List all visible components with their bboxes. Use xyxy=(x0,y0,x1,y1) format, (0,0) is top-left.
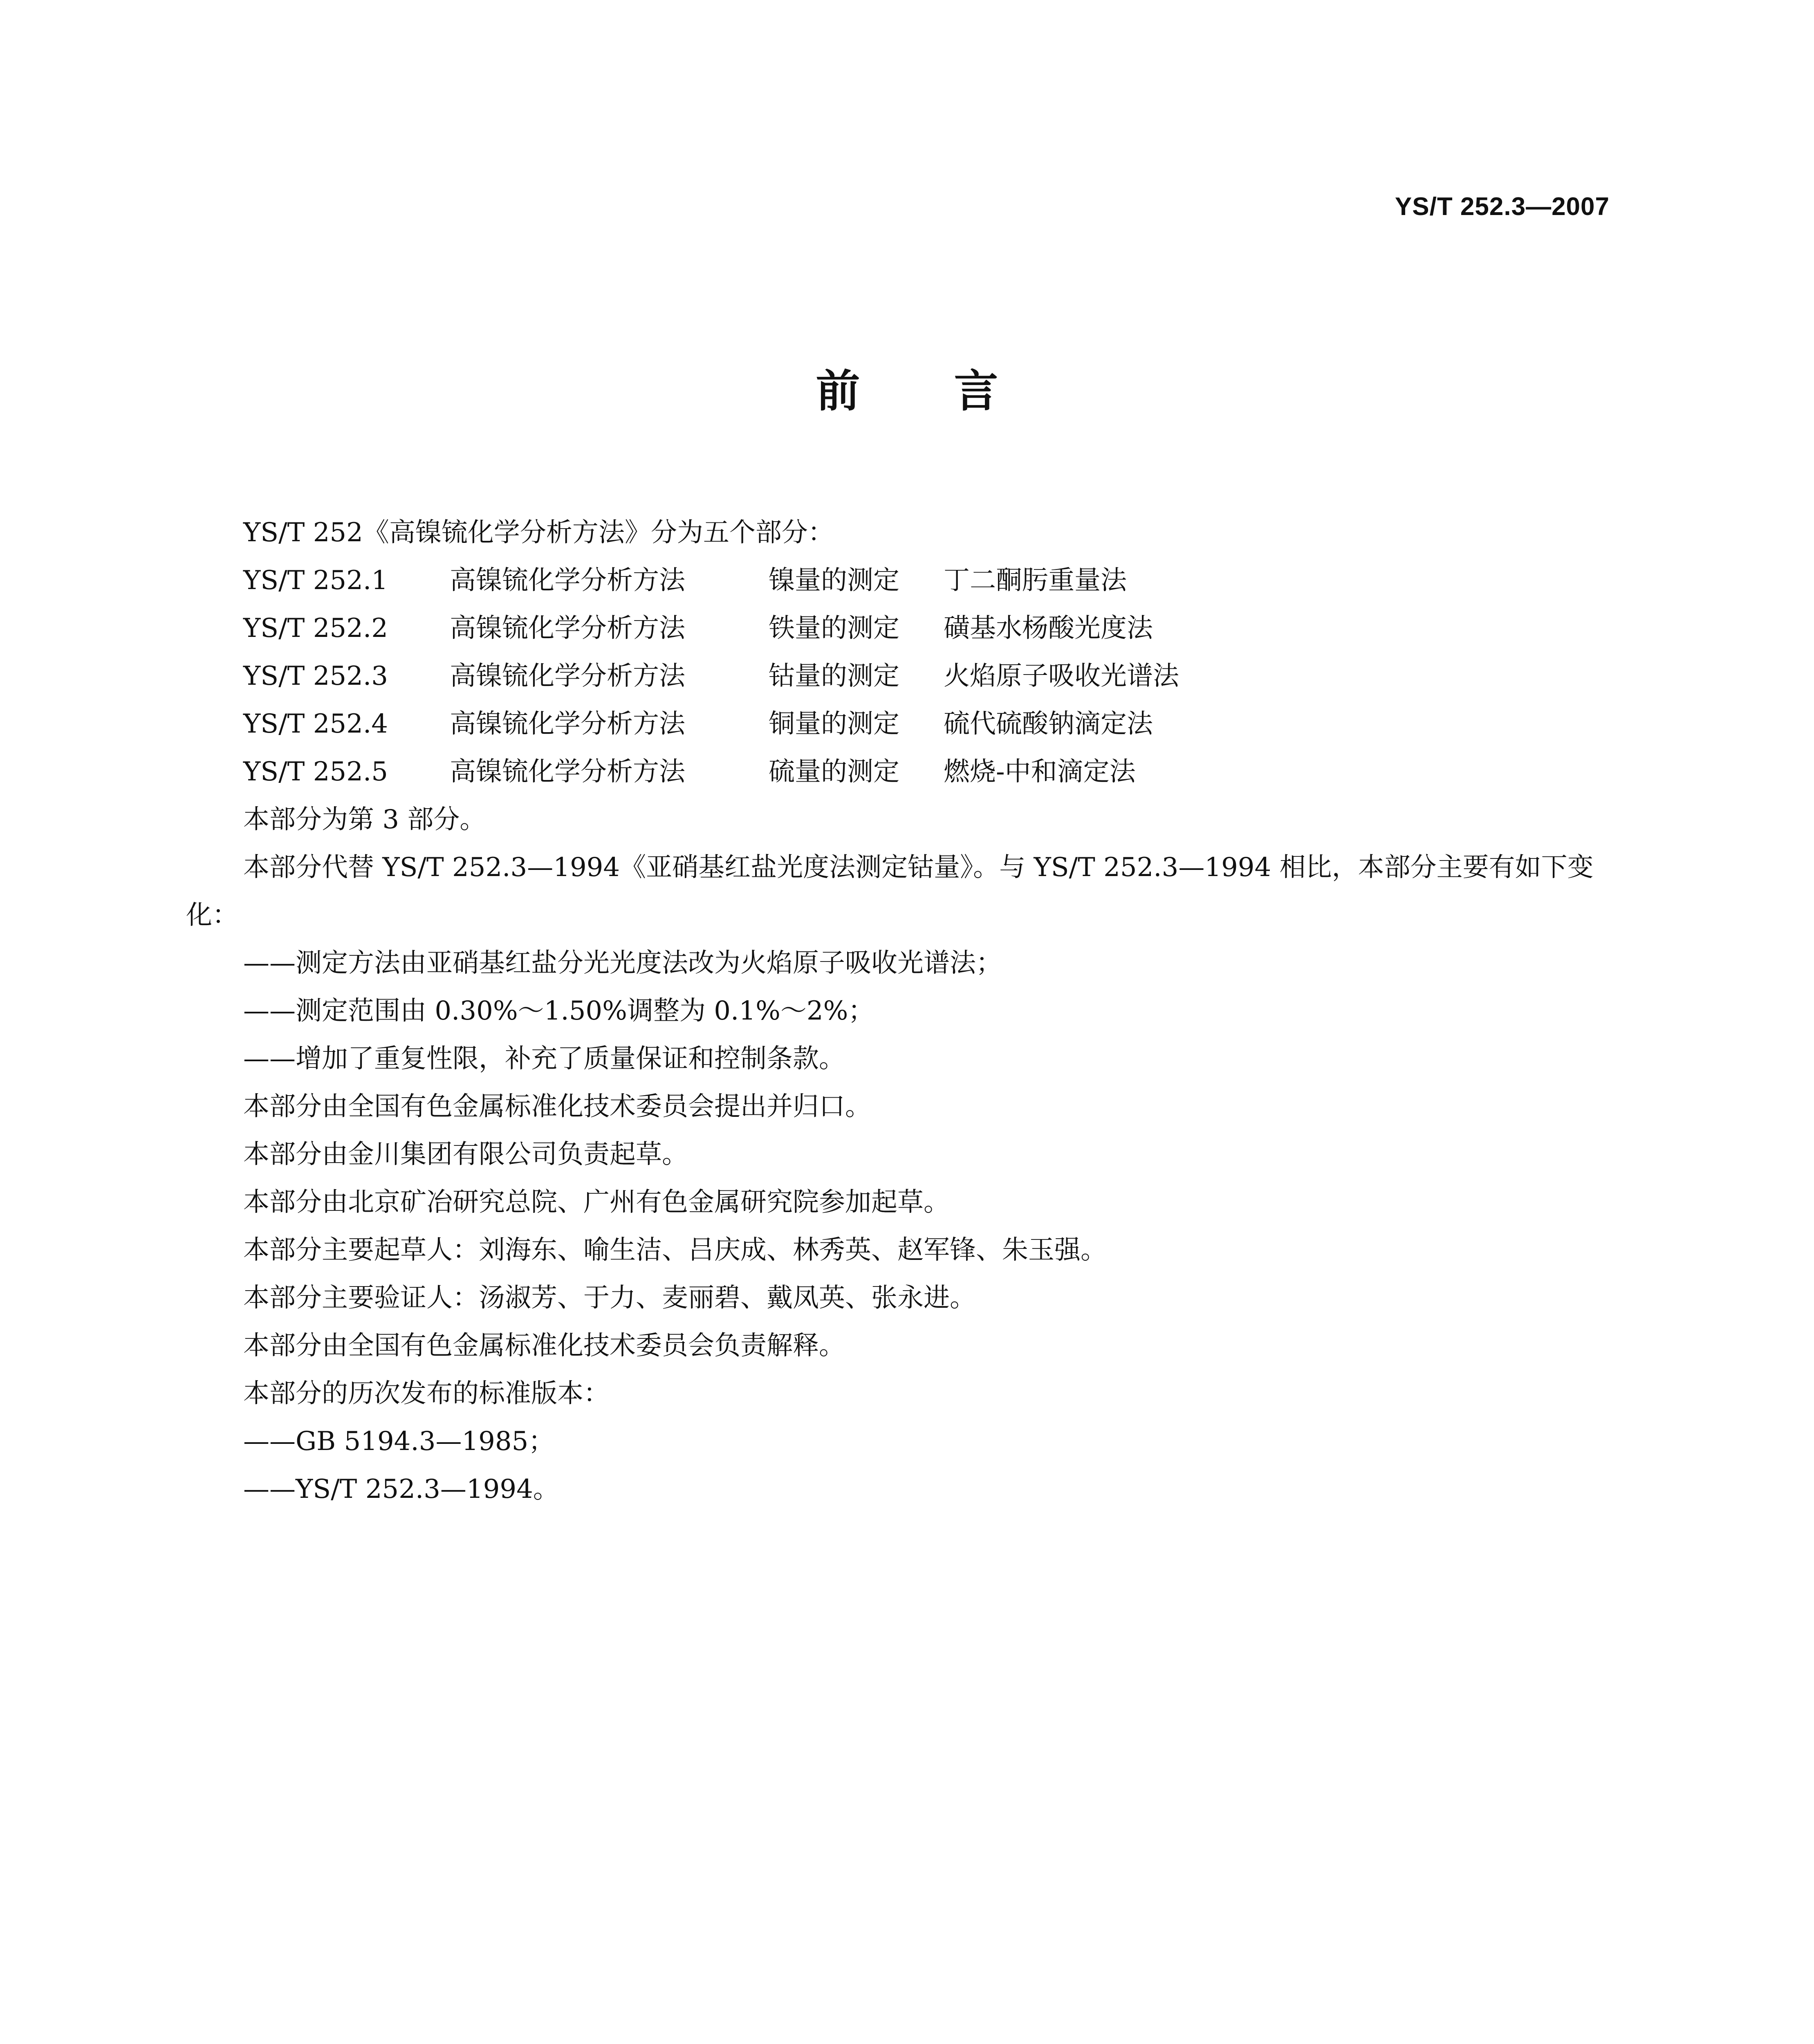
part-element: 铜量的测定 xyxy=(769,709,899,739)
part-row xyxy=(186,557,1617,605)
statement: 本部分的历次发布的标准版本： xyxy=(243,1378,610,1409)
part-family: 高镍锍化学分析方法 xyxy=(450,565,685,596)
part-code: YS/T 252.4 xyxy=(243,709,388,739)
part-code: YS/T 252.3 xyxy=(243,661,388,691)
statement: 本部分主要验证人：汤淑芳、于力、麦丽碧、戴凤英、张永进。 xyxy=(243,1283,976,1313)
change-item: ——增加了重复性限，补充了质量保证和控制条款。 xyxy=(243,1044,845,1074)
part-code: YS/T 252.1 xyxy=(243,565,388,596)
history-item: ——GB 5194.3—1985； xyxy=(243,1426,555,1457)
part-family: 高镍锍化学分析方法 xyxy=(450,613,685,643)
standard-number: YS/T 252.3—2007 xyxy=(1395,193,1610,221)
part-note: 本部分为第 3 部分。 xyxy=(243,805,486,835)
title-char: 言 xyxy=(954,366,998,417)
part-element: 铁量的测定 xyxy=(769,613,899,643)
part-code: YS/T 252.2 xyxy=(243,613,388,643)
intro-paragraph: YS/T 252《高镍锍化学分析方法》分为五个部分： xyxy=(243,518,834,548)
part-method: 丁二酮肟重量法 xyxy=(944,565,1127,596)
statement: 本部分由金川集团有限公司负责起草。 xyxy=(243,1139,688,1170)
part-method: 火焰原子吸收光谱法 xyxy=(944,661,1179,691)
statement: 本部分由全国有色金属标准化技术委员会负责解释。 xyxy=(243,1331,845,1361)
statement: 本部分主要起草人：刘海东、喻生洁、吕庆成、林秀英、赵军锋、朱玉强。 xyxy=(243,1235,1107,1265)
part-row xyxy=(186,605,1617,652)
part-family: 高镍锍化学分析方法 xyxy=(450,709,685,739)
statement: 本部分由北京矿冶研究总院、广州有色金属研究院参加起草。 xyxy=(243,1187,950,1217)
part-method: 磺基水杨酸光度法 xyxy=(944,613,1153,643)
document-body xyxy=(186,509,1617,1513)
part-method: 燃烧-中和滴定法 xyxy=(944,757,1136,787)
part-code: YS/T 252.5 xyxy=(243,757,388,787)
change-item: ——测定方法由亚硝基红盐分光光度法改为火焰原子吸收光谱法； xyxy=(243,948,1002,978)
page-title xyxy=(0,356,1814,419)
change-item: ——测定范围由 0.30%～1.50%调整为 0.1%～2%； xyxy=(243,996,874,1026)
replace-paragraph: 本部分代替 YS/T 252.3—1994《亚硝基红盐光度法测定钴量》。与 YS/T 252.3—1994 相比，本部分主要有如下变化： xyxy=(186,852,1594,930)
part-family: 高镍锍化学分析方法 xyxy=(450,661,685,691)
part-element: 镍量的测定 xyxy=(769,565,899,596)
part-element: 钴量的测定 xyxy=(769,661,899,691)
title-char: 前 xyxy=(816,366,860,417)
part-element: 硫量的测定 xyxy=(769,757,899,787)
part-row xyxy=(186,700,1617,748)
part-row xyxy=(186,652,1617,700)
statement: 本部分由全国有色金属标准化技术委员会提出并归口。 xyxy=(243,1091,871,1122)
part-row xyxy=(186,748,1617,796)
history-item: ——YS/T 252.3—1994。 xyxy=(243,1474,559,1504)
part-family: 高镍锍化学分析方法 xyxy=(450,757,685,787)
part-method: 硫代硫酸钠滴定法 xyxy=(944,709,1153,739)
